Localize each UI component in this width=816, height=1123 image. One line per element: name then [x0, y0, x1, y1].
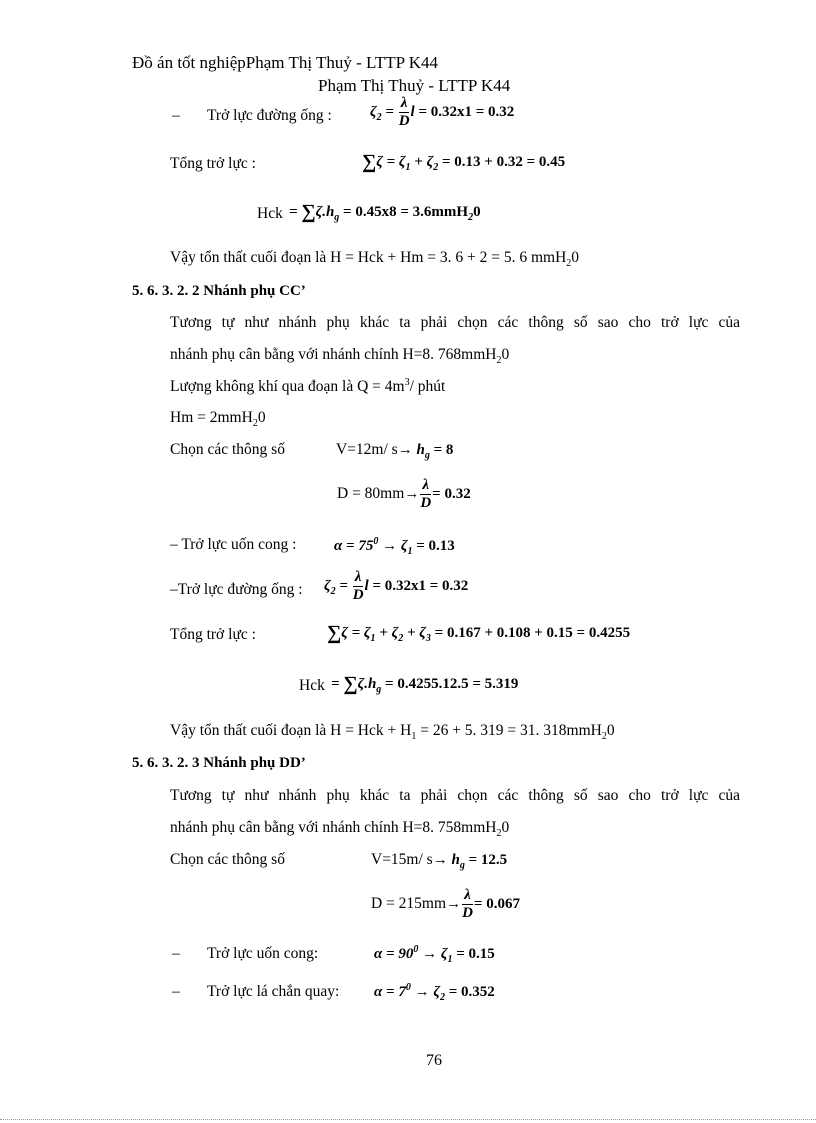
total-resistance-equation: $\sum\zeta = \zeta_1 + \zeta_2 = 0.13 + 0.32 = 0.45$ — [362, 151, 566, 173]
choose-params-label: Chọn các thông số — [170, 851, 285, 868]
running-header-repeat: Phạm Thị Thuỷ - LTTP K44 — [318, 76, 511, 95]
section-heading-cc: 5. 6. 3. 2. 2 Nhánh phụ CC’ — [132, 283, 306, 299]
bend-resistance-equation: $\alpha = 75^0 \to \zeta_1 = 0.13$ — [334, 536, 455, 557]
pipe-resistance-equation: $\zeta_2$ = $\frac{\lambda}{D}$ l = 0.32x1 = 0.32 — [324, 569, 469, 603]
paragraph-line: nhánh phụ cân bằng với nhánh chính H=8. 768mmH$_2$0 — [170, 346, 510, 367]
paragraph-line: Tương tự như nhánh phụ khác ta phải chọn các thông số sao cho trở lực của — [170, 314, 740, 331]
paragraph-line: nhánh phụ cân bằng với nhánh chính H=8. 758mmH$_2$0 — [170, 819, 510, 840]
paragraph-line: Tương tự như nhánh phụ khác ta phải chọn các thông số sao cho trở lực của — [170, 787, 740, 804]
page-number: 76 — [426, 1052, 442, 1069]
dash-bullet: – — [172, 945, 180, 962]
running-header: Đồ án tốt nghiệpPhạm Thị Thuỷ - LTTP K44 — [132, 53, 438, 72]
hck-equation: = $\sum\zeta.h_g = 0.45x8 = 3.6mmH_20$ — [289, 201, 481, 223]
dash-bullet: – — [172, 107, 180, 124]
vane-resistance-label: Trở lực lá chắn quay: — [207, 983, 340, 1000]
air-flow-text: Lượng không khí qua đoạn là $Q = 4m^3/$ phút — [170, 377, 446, 396]
total-loss-text: Vậy tổn thất cuối đoạn là H = Hck + Hm = 3. 6 + 2 = 5. 6 mmH$_2$0 — [170, 249, 580, 270]
total-resistance-label: Tổng trở lực : — [170, 626, 256, 643]
total-resistance-equation: $\sum\zeta = \zeta_1 + \zeta_2 + \zeta_3 = 0.167 + 0.108 + 0.15 = 0.4255$ — [327, 622, 631, 644]
velocity-equation: V=15m/ $s\to h_g = 12.5$ — [371, 851, 508, 871]
section-heading-dd: 5. 6. 3. 2. 3 Nhánh phụ DD’ — [132, 755, 306, 771]
bend-resistance-label: Trở lực uốn cong: — [207, 945, 319, 962]
pipe-resistance-label: Trở lực đường ống : — [207, 107, 332, 124]
pipe-resistance-label: –Trở lực đường ống : — [170, 581, 303, 598]
velocity-equation: V=12m/ $s\to h_g = 8$ — [336, 441, 454, 461]
bend-resistance-equation: $\alpha = 90^0 \to \zeta_1 = 0.15$ — [374, 944, 495, 965]
page-bottom-border — [0, 1119, 816, 1120]
bend-resistance-label: – Trở lực uốn cong : — [170, 536, 297, 553]
diameter-equation: D = 215mm→ $\frac{\lambda}{D}$ = 0.067 — [371, 887, 520, 921]
dash-bullet: – — [172, 983, 180, 1000]
hck-label: Hck — [299, 677, 325, 694]
choose-params-label: Chọn các thông số — [170, 441, 285, 458]
total-loss-text: Vậy tổn thất cuối đoạn là H = Hck + $H_1 = 26 + 5$. 319 = 31. 318mmH$_2$0 — [170, 722, 615, 743]
diameter-equation: D = 80mm→ $\frac{\lambda}{D}$ = 0.32 — [337, 477, 471, 511]
total-resistance-label: Tổng trở lực : — [170, 155, 256, 172]
pipe-resistance-equation: $\zeta_2$ = $\frac{\lambda}{D}$ l = 0.32x1 = 0.32 — [370, 95, 515, 129]
hm-text: Hm = 2mmH$_2$0 — [170, 409, 266, 430]
hck-equation: = $\sum\zeta.h_g = 0.4255.12.5 = 5.319$ — [331, 673, 519, 695]
hck-label: Hck — [257, 205, 283, 222]
vane-resistance-equation: $\alpha = 7^0 \to \zeta_2 = 0.352$ — [374, 982, 495, 1003]
